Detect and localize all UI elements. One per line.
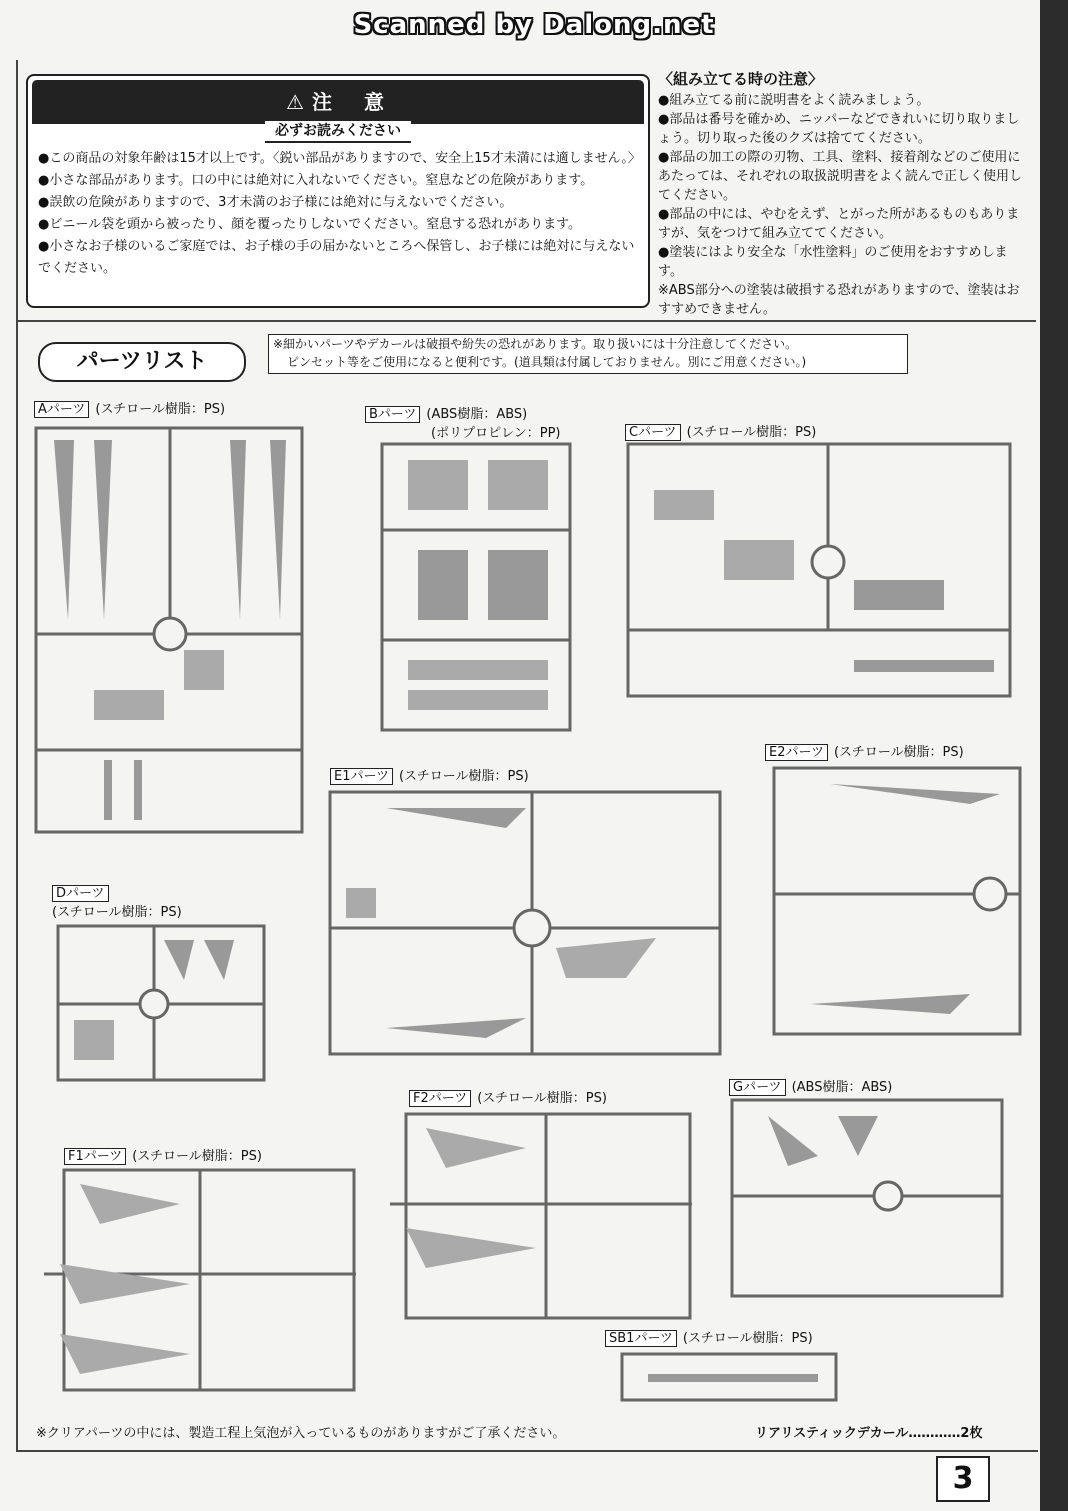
- caution-header: [32, 80, 644, 124]
- runner-diagram-a: [34, 420, 306, 840]
- caution-subtitle: 必ずお読みください: [28, 120, 648, 140]
- assembly-item: ●塗装にはより安全な「水性塗料」のご使用をおすすめします。: [658, 245, 1008, 279]
- runner-label-sb1: SB1パーツ (スチロール樹脂：PS): [605, 1327, 813, 1346]
- warning-triangle-icon: ⚠: [286, 90, 304, 114]
- runner-diagram-f2: [386, 1108, 696, 1324]
- decal-note: リアリスティックデカール…………2枚: [755, 1426, 983, 1441]
- runner-diagram-sb1: [618, 1350, 840, 1404]
- parts-note-line: ピンセット等をご使用になると便利です。(道具類は付属しておりません。別にご用意ください。): [287, 355, 807, 369]
- scan-watermark: Scanned by Dalong.net: [353, 10, 715, 40]
- caution-item: ●ビニール袋を頭から被ったり、顔を覆ったりしないでください。窒息する恐れがあります。: [38, 217, 582, 232]
- runner-label-a: Aパーツ (スチロール樹脂：PS): [34, 398, 225, 417]
- caution-list: [38, 148, 641, 280]
- runner-diagram-b: [378, 440, 578, 736]
- page-edge-bar: [1040, 0, 1068, 1511]
- runner-diagram-c: [624, 440, 1016, 702]
- caution-item: ●この商品の対象年齢は15才以上です。〈鋭い部品がありますので、安全上15才未満には適しません。〉: [38, 151, 641, 166]
- runner-label-e1: E1パーツ (スチロール樹脂：PS): [330, 765, 529, 784]
- caution-box: [26, 74, 650, 308]
- caution-item: ●誤飲の危険がありますので、3才未満のお子様には絶対に与えないでください。: [38, 195, 513, 210]
- assembly-item: ●部品の加工の際の刃物、工具、塗料、接着剤などのご使用にあたっては、それぞれの取扱説明書をよく読んで正しく使用してください。: [658, 150, 1023, 203]
- clear-parts-note: ※クリアパーツの中には、製造工程上気泡が入っているものがありますがご了承ください。: [36, 1426, 566, 1441]
- runner-label-f1: F1パーツ (スチロール樹脂：PS): [64, 1145, 262, 1164]
- page-number: 3: [936, 1456, 990, 1502]
- runner-label-f2: F2パーツ (スチロール樹脂：PS): [409, 1087, 607, 1106]
- runner-diagram-d: [44, 920, 270, 1086]
- runner-label-g: Gパーツ (ABS樹脂：ABS): [729, 1076, 892, 1095]
- runner-label-e2: E2パーツ (スチロール樹脂：PS): [765, 741, 964, 760]
- section-divider: [16, 320, 1036, 322]
- assembly-item: ●組み立てる前に説明書をよく読みましょう。: [658, 93, 930, 108]
- assembly-item: ●部品の中には、やむをえず、とがった所があるものもありますが、気をつけて組み立ててください。: [658, 207, 1020, 241]
- assembly-notes: [658, 70, 1028, 319]
- runner-diagram-g: [728, 1096, 1006, 1300]
- runner-diagram-e2: [770, 764, 1026, 1040]
- parts-list-title: パーツリスト: [38, 342, 246, 382]
- caution-item: ●小さなお子様のいるご家庭では、お子様の手の届かないところへ保管し、お子様には絶対に与えないでください。: [38, 239, 635, 276]
- assembly-title: 〈組み立てる時の注意〉: [658, 70, 824, 88]
- runner-label-c: Cパーツ (スチロール樹脂：PS): [625, 421, 816, 440]
- runner-label-d: Dパーツ (スチロール樹脂：PS): [52, 886, 182, 920]
- caution-title: 注 意: [311, 90, 390, 114]
- runner-diagram-f1: [40, 1164, 360, 1396]
- parts-note-line: ※細かいパーツやデカールは破損や紛失の恐れがあります。取り扱いには十分注意してください。: [273, 337, 798, 351]
- parts-list-note: [268, 334, 908, 374]
- assembly-item: ※ABS部分への塗装は破損する恐れがありますので、塗装はおすすめできません。: [658, 283, 1020, 317]
- assembly-item: ●部品は番号を確かめ、ニッパーなどできれいに切り取りましょう。切り取った後のクズは捨ててください。: [658, 112, 1020, 146]
- caution-item: ●小さな部品があります。口の中には絶対に入れないでください。窒息などの危険があります。: [38, 173, 594, 188]
- runner-label-b: Bパーツ (ABS樹脂：ABS) (ポリプロピレン：PP): [365, 403, 561, 441]
- runner-diagram-e1: [326, 788, 726, 1058]
